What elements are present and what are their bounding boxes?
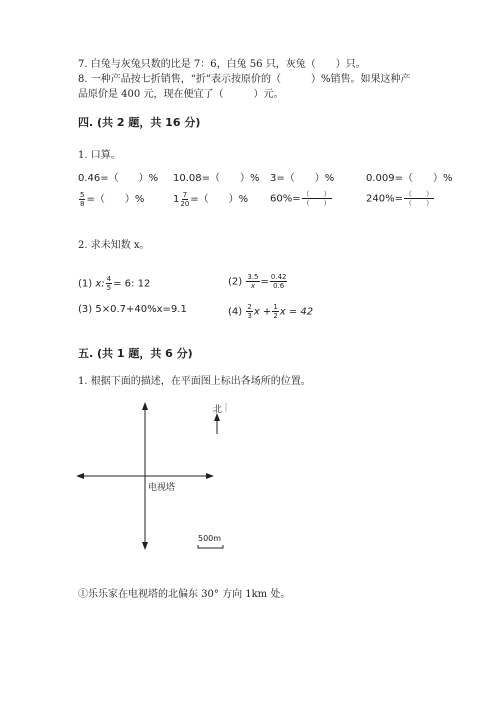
fraction: $\frac{2}{3}$ [247,303,252,320]
section-4-title: 四. (共 2 题，共 16 分) [78,116,201,129]
oral-r1c3: 3=（ ）% [270,173,335,184]
section-4-q1-label: 1. 口算。 [78,150,121,161]
oral-r1c1: 0.46=（ ）% [78,173,159,184]
section-5-q1-label: 1. 根据下面的描述，在平面图上标出各场所的位置。 [78,376,311,387]
fraction: $\frac{0.42}{0.6}$ [270,273,287,290]
fraction: $\frac{( )}{( )}$ [404,190,433,207]
oral-r1c2: 10.08=（ ）% [173,173,260,184]
fraction: $\frac{( )}{( )}$ [302,190,331,207]
question-8-line1: 8. 一种产品按七折销售，“折”表示按原价的（ ）%销售。如果这种产 [78,74,411,85]
north-label: 北 [213,405,223,415]
oral-r2c2: 1 $\frac{7}{20}$ =（ ）% [173,190,249,208]
section-4-q2-label: 2. 求未知数 x。 [78,240,150,251]
fraction: $\frac{3.5}{x}$ [247,273,259,290]
equation-3: (3) 5×0.7+40%x=9.1 [78,304,187,315]
equation-1: (1) x: $\frac{4}{5}$ = 6: 12 [78,275,151,292]
fraction: $\frac{4}{5}$ [106,275,112,292]
oral-r2c4: 240%= $\frac{( )}{( )}$ [366,190,433,207]
fraction: $\frac{5}{8}$ [80,190,85,208]
arrow-down-icon [142,542,148,550]
oral-r2c3: 60%= $\frac{( )}{( )}$ [270,190,331,207]
scale-bar [198,545,223,548]
tower-label: 电视塔 [148,483,176,493]
arrow-up-icon [142,402,148,410]
scale-label: 500m [198,534,222,543]
location-statement: ①乐乐家在电视塔的北偏东 30° 方向 1km 处。 [78,589,291,600]
oral-r1c4: 0.009=（ ）% [366,173,453,184]
equation-2: (2) $\frac{3.5}{x}$ = $\frac{0.42}{0.6}$ [228,273,287,290]
question-8-line2: 品原价是 400 元，现在便宜了（ ）元。 [78,89,284,100]
plan-map [70,398,240,553]
fraction: $\frac{7}{20}$ [180,190,190,208]
oral-r2c1: $\frac{5}{8}$ =（ ）% [80,190,145,208]
section-5-title: 五. (共 1 题，共 6 分) [78,347,193,360]
fraction: $\frac{1}{2}$ [273,303,278,320]
equation-4: (4) $\frac{2}{3}$ x + $\frac{1}{2}$ x = 42 [228,303,314,320]
arrow-right-icon [206,473,214,479]
question-7: 7. 白兔与灰兔只数的比是 7：6，白兔 56 只，灰兔（ ）只。 [78,59,366,70]
arrow-left-icon [76,473,84,479]
